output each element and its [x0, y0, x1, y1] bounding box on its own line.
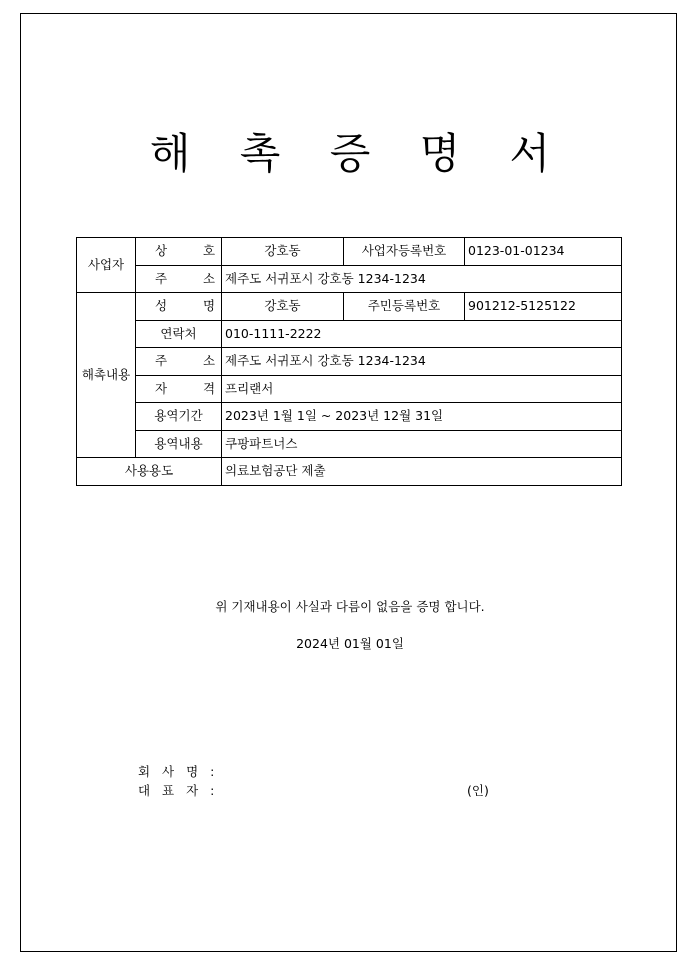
- table-row: [77, 430, 622, 458]
- table-row: [77, 265, 622, 293]
- resident-no-label: 주민등록번호: [344, 293, 465, 321]
- table-row: [77, 320, 622, 348]
- dismissal-section-label: 해촉내용: [77, 293, 136, 458]
- table-row: [77, 293, 622, 321]
- certificate-table: [76, 237, 622, 486]
- issue-date: 2024년 01월 01일: [296, 636, 404, 651]
- business-name-value: 강호동: [222, 238, 344, 266]
- business-reg-no-value: 0123-01-01234: [465, 238, 622, 266]
- table-row: [77, 348, 622, 376]
- table-row: [77, 375, 622, 403]
- service-content-label: 용역내용: [136, 430, 222, 458]
- business-reg-no-label: 사업자등록번호: [344, 238, 465, 266]
- business-section-label: 사업자: [77, 238, 136, 293]
- seal-label: (인): [467, 783, 489, 798]
- contact-value: 010-1111-2222: [222, 320, 622, 348]
- person-address-value: 제주도 서귀포시 강호동 1234-1234: [222, 348, 622, 376]
- person-name-value: 강호동: [222, 293, 344, 321]
- purpose-value: 의료보험공단 제출: [222, 458, 622, 486]
- company-name-label: 회 사 명 :: [138, 764, 219, 779]
- resident-no-value: 901212-5125122: [465, 293, 622, 321]
- service-period-label: 용역기간: [136, 403, 222, 431]
- representative-label: 대 표 자 :: [138, 783, 219, 798]
- table-row: [77, 238, 622, 266]
- business-address-label: 주 소: [136, 265, 222, 293]
- document-title: 해 촉 증 명 서: [149, 129, 569, 178]
- table-row: [77, 458, 622, 486]
- person-name-label: 성 명: [136, 293, 222, 321]
- qualification-label: 자 격: [136, 375, 222, 403]
- table-row: [77, 403, 622, 431]
- business-address-value: 제주도 서귀포시 강호동 1234-1234: [222, 265, 622, 293]
- service-period-value: 2023년 1월 1일 ~ 2023년 12월 31일: [222, 403, 622, 431]
- person-address-label: 주 소: [136, 348, 222, 376]
- business-name-label: 상 호: [136, 238, 222, 266]
- qualification-value: 프리랜서: [222, 375, 622, 403]
- contact-label: 연락처: [136, 320, 222, 348]
- purpose-label: 사용용도: [77, 458, 222, 486]
- service-content-value: 쿠팡파트너스: [222, 430, 622, 458]
- certification-statement: 위 기재내용이 사실과 다름이 없음을 증명 합니다.: [215, 599, 485, 614]
